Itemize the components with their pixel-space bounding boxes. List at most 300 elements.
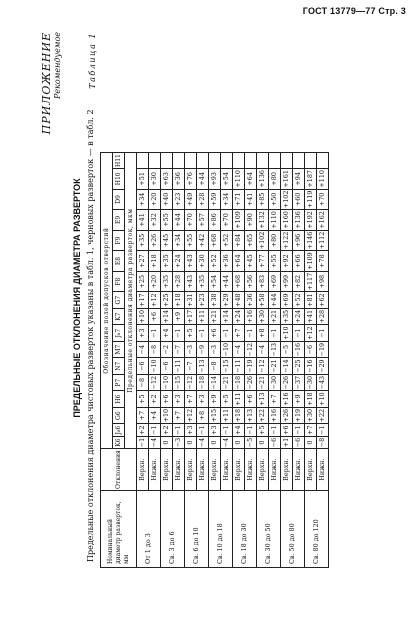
value-cell: +80 [269, 230, 281, 251]
value-cell: +36 [221, 251, 233, 272]
column-header-2: G6 [113, 407, 125, 424]
value-cell: −12 [185, 374, 197, 391]
value-cell: −25 [293, 358, 305, 375]
value-cell: −1 [149, 325, 161, 342]
value-cell: −13 [269, 341, 281, 358]
value-cell: +136 [293, 210, 305, 231]
value-cell: +5 [221, 391, 233, 408]
value-cell: +7 [305, 424, 317, 436]
value-cell: +99 [281, 271, 293, 292]
value-cell: +35 [161, 271, 173, 292]
column-header-6: M7 [113, 341, 125, 358]
value-cell: +5 [185, 325, 197, 342]
value-cell: +22 [317, 407, 329, 424]
value-cell: +41 [137, 210, 149, 231]
value-cell: +7 [137, 407, 149, 424]
value-cell [209, 153, 221, 169]
value-cell: +43 [185, 251, 197, 272]
value-cell: +2 [161, 424, 173, 436]
value-cell: +3 [173, 391, 185, 408]
value-cell: −19 [245, 358, 257, 375]
value-cell: +12 [149, 292, 161, 309]
value-cell: +2 [137, 424, 149, 436]
value-cell: −9 [197, 341, 209, 358]
value-cell: +6 [149, 308, 161, 325]
value-cell: +3 [137, 325, 149, 342]
value-cell: +35 [197, 271, 209, 292]
value-cell: +6 [161, 391, 173, 408]
value-cell: +102 [257, 230, 269, 251]
value-cell: −14 [209, 374, 221, 391]
value-cell: −5 [281, 341, 293, 358]
value-cell: +19 [293, 407, 305, 424]
value-cell: +22 [257, 407, 269, 424]
value-cell: +4 [161, 325, 173, 342]
value-cell [185, 153, 197, 169]
value-cell: +11 [197, 308, 209, 325]
value-cell: +110 [317, 169, 329, 190]
value-cell [305, 153, 317, 169]
value-cell: +18 [305, 391, 317, 408]
value-cell: −8 [317, 436, 329, 448]
value-cell: +146 [305, 230, 317, 251]
value-cell: +6 [209, 325, 221, 342]
value-cell: +122 [281, 230, 293, 251]
value-cell: −8 [149, 341, 161, 358]
deviation-cell: Нижн. [293, 449, 305, 491]
value-cell: +51 [137, 169, 149, 190]
value-cell: −10 [149, 358, 161, 375]
value-cell: +52 [221, 230, 233, 251]
deviation-cell: Нижн. [221, 449, 233, 491]
value-cell: +52 [293, 292, 305, 309]
appendix-block [40, 32, 62, 134]
value-cell: +65 [245, 230, 257, 251]
value-cell: −10 [221, 341, 233, 358]
value-cell: +136 [257, 169, 269, 190]
value-cell: −18 [197, 374, 209, 391]
value-cell: +8 [257, 325, 269, 342]
sub-header: Предельные отклонения диаметра разверток, мкм [125, 153, 137, 449]
value-cell: +112 [317, 230, 329, 251]
value-cell: +35 [281, 308, 293, 325]
deviation-cell: Верхн. [233, 449, 245, 491]
value-cell: +63 [161, 169, 173, 190]
value-cell: +110 [233, 169, 245, 190]
value-cell: −26 [281, 374, 293, 391]
value-cell: +192 [305, 210, 317, 231]
value-cell: +109 [233, 210, 245, 231]
value-cell: +68 [233, 271, 245, 292]
deviation-cell: Нижн. [245, 449, 257, 491]
value-cell: +26 [281, 407, 293, 424]
value-cell: 0 [257, 436, 269, 448]
value-cell: +6 [281, 424, 293, 436]
value-cell: −1 [269, 424, 281, 436]
value-cell: −1 [197, 325, 209, 342]
value-cell: 0 [305, 436, 317, 448]
value-cell: +20 [149, 189, 161, 210]
value-cell: +24 [293, 308, 305, 325]
value-cell: −11 [173, 358, 185, 375]
value-cell: +34 [173, 230, 185, 251]
value-cell: −4 [137, 341, 149, 358]
value-cell: +15 [209, 407, 221, 424]
value-cell: +187 [305, 169, 317, 190]
value-cell [197, 153, 209, 169]
value-cell: −3 [185, 341, 197, 358]
value-cell: +31 [185, 292, 197, 309]
value-cell: +45 [161, 230, 173, 251]
value-cell: +55 [185, 230, 197, 251]
value-cell: +11 [221, 407, 233, 424]
value-cell: −6 [269, 436, 281, 448]
value-cell: +117 [305, 271, 317, 292]
deviation-cell: Нижн. [317, 449, 329, 491]
value-cell: −6 [161, 358, 173, 375]
value-cell: +50 [269, 189, 281, 210]
value-cell: +36 [173, 169, 185, 190]
value-cell: −12 [149, 374, 161, 391]
deviation-cell: Нижн. [197, 449, 209, 491]
value-cell: +25 [161, 292, 173, 309]
deviation-cell: Верхн. [161, 449, 173, 491]
value-cell: −29 [317, 358, 329, 375]
value-cell: 0 [161, 436, 173, 448]
value-cell: +16 [281, 391, 293, 408]
value-cell: 0 [233, 436, 245, 448]
value-cell: +162 [317, 210, 329, 231]
value-cell: +84 [233, 230, 245, 251]
value-cell: −11 [233, 358, 245, 375]
value-cell: −1 [197, 424, 209, 436]
value-cell: −43 [317, 374, 329, 391]
value-cell: +119 [305, 189, 317, 210]
table-body [137, 153, 329, 568]
value-cell: −18 [233, 374, 245, 391]
column-header-14: D9 [113, 189, 125, 210]
value-cell: +16 [245, 308, 257, 325]
value-cell: +43 [185, 271, 197, 292]
value-cell: +13 [245, 407, 257, 424]
value-cell: −6 [293, 436, 305, 448]
size-column-header: Номинальный диаметр разверток, мм [101, 491, 137, 568]
value-cell: −13 [197, 358, 209, 375]
value-cell: +6 [245, 391, 257, 408]
value-cell: −1 [317, 325, 329, 342]
value-cell [269, 153, 281, 169]
value-cell: −21 [221, 374, 233, 391]
value-cell: +26 [149, 230, 161, 251]
value-cell: +10 [317, 391, 329, 408]
page-header: ГОСТ 13779—77 Стр. 3 [302, 6, 406, 16]
value-cell: +55 [161, 210, 173, 231]
value-cell: +35 [137, 230, 149, 251]
value-cell: −8 [209, 358, 221, 375]
value-cell: +20 [149, 271, 161, 292]
value-cell: +9 [209, 391, 221, 408]
value-cell: −1 [149, 424, 161, 436]
value-cell: −4 [197, 436, 209, 448]
value-cell: −1 [245, 424, 257, 436]
value-cell: +59 [209, 189, 221, 210]
value-cell: +14 [161, 308, 173, 325]
value-cell: +85 [257, 189, 269, 210]
value-cell: 0 [185, 436, 197, 448]
value-cell: +30 [305, 407, 317, 424]
value-cell: +18 [233, 407, 245, 424]
value-cell: −16 [293, 341, 305, 358]
column-header-0: K6 [113, 436, 125, 448]
column-header-15: H10 [113, 169, 125, 190]
value-cell: −37 [293, 374, 305, 391]
table-row [161, 153, 173, 568]
size-cell: Св. 10 до 18 [209, 491, 233, 568]
value-cell: −16 [305, 358, 317, 375]
deviation-cell: Нижн. [173, 449, 185, 491]
value-cell: +76 [185, 169, 197, 190]
value-cell: −2 [161, 341, 173, 358]
deviation-cell: Верхн. [185, 449, 197, 491]
value-cell: +17 [137, 292, 149, 309]
value-cell: +70 [317, 189, 329, 210]
size-cell: От 1 до 3 [137, 491, 161, 568]
value-cell: +34 [137, 189, 149, 210]
value-cell: +7 [269, 391, 281, 408]
size-cell: Св. 50 до 80 [281, 491, 305, 568]
column-header-13: E9 [113, 210, 125, 231]
value-cell: −26 [245, 374, 257, 391]
column-header-5: N7 [113, 358, 125, 375]
value-cell: +93 [209, 169, 221, 190]
value-cell: +62 [317, 292, 329, 309]
deviation-column-header: Отклонения [101, 449, 137, 491]
value-cell: +28 [317, 308, 329, 325]
value-cell: +7 [173, 407, 185, 424]
value-cell: +17 [185, 308, 197, 325]
value-cell: −10 [161, 374, 173, 391]
value-cell: −3 [209, 341, 221, 358]
value-cell: +35 [161, 251, 173, 272]
value-cell: +68 [209, 230, 221, 251]
value-cell: +30 [197, 251, 209, 272]
deviation-cell: Нижн. [149, 449, 161, 491]
value-cell: +24 [233, 308, 245, 325]
appendix-label: ПРИЛОЖЕНИЕ [40, 32, 53, 135]
value-cell [173, 153, 185, 169]
value-cell [257, 153, 269, 169]
column-header-8: K7 [113, 308, 125, 325]
table-row [281, 153, 293, 568]
value-cell: −15 [221, 358, 233, 375]
value-cell: −1 [221, 325, 233, 342]
value-cell: +30 [257, 308, 269, 325]
value-cell: −12 [245, 341, 257, 358]
rotated-page-content [40, 28, 380, 568]
value-cell: +18 [173, 292, 185, 309]
value-cell: −30 [305, 374, 317, 391]
value-cell: +70 [185, 210, 197, 231]
table-row [185, 153, 197, 568]
intro-note: Предельные отклонения диаметра чистовых разверток указаны в табл. 1, черновых разверток — в табл. 2 [86, 109, 95, 562]
value-cell: +21 [209, 308, 221, 325]
value-cell: +9 [173, 308, 185, 325]
value-cell [161, 153, 173, 169]
value-cell: +78 [317, 251, 329, 272]
column-header-11: E8 [113, 251, 125, 272]
value-cell: −3 [173, 436, 185, 448]
value-cell: −1 [137, 436, 149, 448]
value-cell: −1 [293, 424, 305, 436]
table-row [305, 153, 317, 568]
deviation-cell: Нижн. [269, 449, 281, 491]
deviation-cell: Верхн. [137, 449, 149, 491]
value-cell: +23 [197, 292, 209, 309]
value-cell: +28 [197, 189, 209, 210]
value-cell: +27 [137, 251, 149, 272]
value-cell: +64 [245, 169, 257, 190]
value-cell: −1 [317, 424, 329, 436]
value-cell: +13 [257, 391, 269, 408]
table-row [137, 153, 149, 568]
value-cell: +3 [197, 391, 209, 408]
value-cell [317, 153, 329, 169]
deviation-cell: Верхн. [209, 449, 221, 491]
value-cell: −7 [173, 341, 185, 358]
value-cell: +2 [149, 391, 161, 408]
value-cell: +14 [221, 308, 233, 325]
value-cell: +66 [293, 251, 305, 272]
value-cell: +41 [245, 189, 257, 210]
value-cell: +3 [185, 424, 197, 436]
value-cell: +58 [257, 292, 269, 309]
value-cell: −6 [305, 341, 317, 358]
value-cell: +49 [185, 189, 197, 210]
value-cell: +29 [221, 292, 233, 309]
value-cell: +41 [305, 308, 317, 325]
value-cell: +10 [137, 308, 149, 325]
size-cell: Св. 3 до 6 [161, 491, 185, 568]
value-cell: −21 [269, 358, 281, 375]
value-cell: +10 [281, 325, 293, 342]
value-cell: +18 [149, 251, 161, 272]
value-cell: +77 [257, 251, 269, 272]
value-cell: +1 [281, 436, 293, 448]
value-cell: +16 [269, 407, 281, 424]
value-cell: +25 [137, 271, 149, 292]
column-header-10: F8 [113, 271, 125, 292]
table-label: Таблица 1 [88, 32, 97, 89]
deviation-cell: Верхн. [281, 449, 293, 491]
value-cell: −19 [317, 341, 329, 358]
value-cell: −15 [173, 374, 185, 391]
value-cell: −14 [281, 358, 293, 375]
value-cell [221, 153, 233, 169]
value-cell: +30 [149, 169, 161, 190]
value-cell: −4 [233, 341, 245, 358]
value-cell: +11 [233, 391, 245, 408]
value-cell: +57 [197, 210, 209, 231]
deviation-cell: Верхн. [305, 449, 317, 491]
value-cell: +5 [137, 391, 149, 408]
table-row [257, 153, 269, 568]
value-cell: +7 [185, 391, 197, 408]
value-cell: +92 [281, 251, 293, 272]
value-cell: −1 [269, 325, 281, 342]
value-cell: +55 [269, 251, 281, 272]
value-cell: +12 [305, 325, 317, 342]
value-cell: +44 [221, 271, 233, 292]
value-cell: −4 [221, 436, 233, 448]
value-cell: +7 [233, 325, 245, 342]
appendix-sublabel: Рекомендуемое [53, 32, 62, 99]
value-cell: +69 [269, 271, 281, 292]
tolerance-table [100, 152, 329, 568]
value-cell: +32 [149, 210, 161, 231]
value-cell: +23 [173, 189, 185, 210]
value-cell: +71 [233, 189, 245, 210]
value-cell: −21 [257, 374, 269, 391]
value-cell: +110 [269, 210, 281, 231]
value-cell: +34 [221, 189, 233, 210]
value-cell: +98 [317, 271, 329, 292]
value-cell: +24 [173, 251, 185, 272]
value-cell: +90 [245, 210, 257, 231]
value-cell [233, 153, 245, 169]
document-title: ПРЕДЕЛЬНЫЕ ОТКЛОНЕНИЯ ДИАМЕТРА РАЗВЕРТОК [72, 178, 82, 418]
value-cell: +45 [245, 251, 257, 272]
value-cell: −4 [149, 436, 161, 448]
value-cell: +54 [209, 271, 221, 292]
column-header-1: J₈6 [113, 424, 125, 436]
value-cell: +52 [209, 251, 221, 272]
value-cell [149, 153, 161, 169]
value-cell: +132 [257, 210, 269, 231]
table-row [233, 153, 245, 568]
value-cell: +36 [245, 292, 257, 309]
column-header-12: F9 [113, 230, 125, 251]
value-cell: +86 [209, 210, 221, 231]
value-cell: +4 [233, 424, 245, 436]
value-cell: −5 [245, 436, 257, 448]
column-header-9: G7 [113, 292, 125, 309]
value-cell: −4 [257, 341, 269, 358]
size-cell: Св. 30 до 50 [257, 491, 281, 568]
deviation-cell: Верхн. [257, 449, 269, 491]
size-cell: Св. 6 до 10 [185, 491, 209, 568]
value-cell: +12 [185, 407, 197, 424]
value-cell: +44 [173, 210, 185, 231]
value-cell: +109 [305, 251, 317, 272]
table-row [209, 153, 221, 568]
value-cell: +80 [269, 169, 281, 190]
column-header-4: P7 [113, 374, 125, 391]
value-cell: +83 [257, 271, 269, 292]
value-cell: +38 [209, 292, 221, 309]
column-header-7: J₈7 [113, 325, 125, 342]
value-cell: +94 [293, 169, 305, 190]
value-cell: −8 [137, 374, 149, 391]
value-cell: −1 [173, 325, 185, 342]
value-cell: +56 [245, 271, 257, 292]
value-cell: −1 [173, 424, 185, 436]
value-cell: +8 [197, 407, 209, 424]
value-cell [281, 153, 293, 169]
value-cell: +69 [281, 292, 293, 309]
value-cell: −7 [185, 358, 197, 375]
value-cell: −30 [269, 374, 281, 391]
value-cell: +44 [197, 169, 209, 190]
